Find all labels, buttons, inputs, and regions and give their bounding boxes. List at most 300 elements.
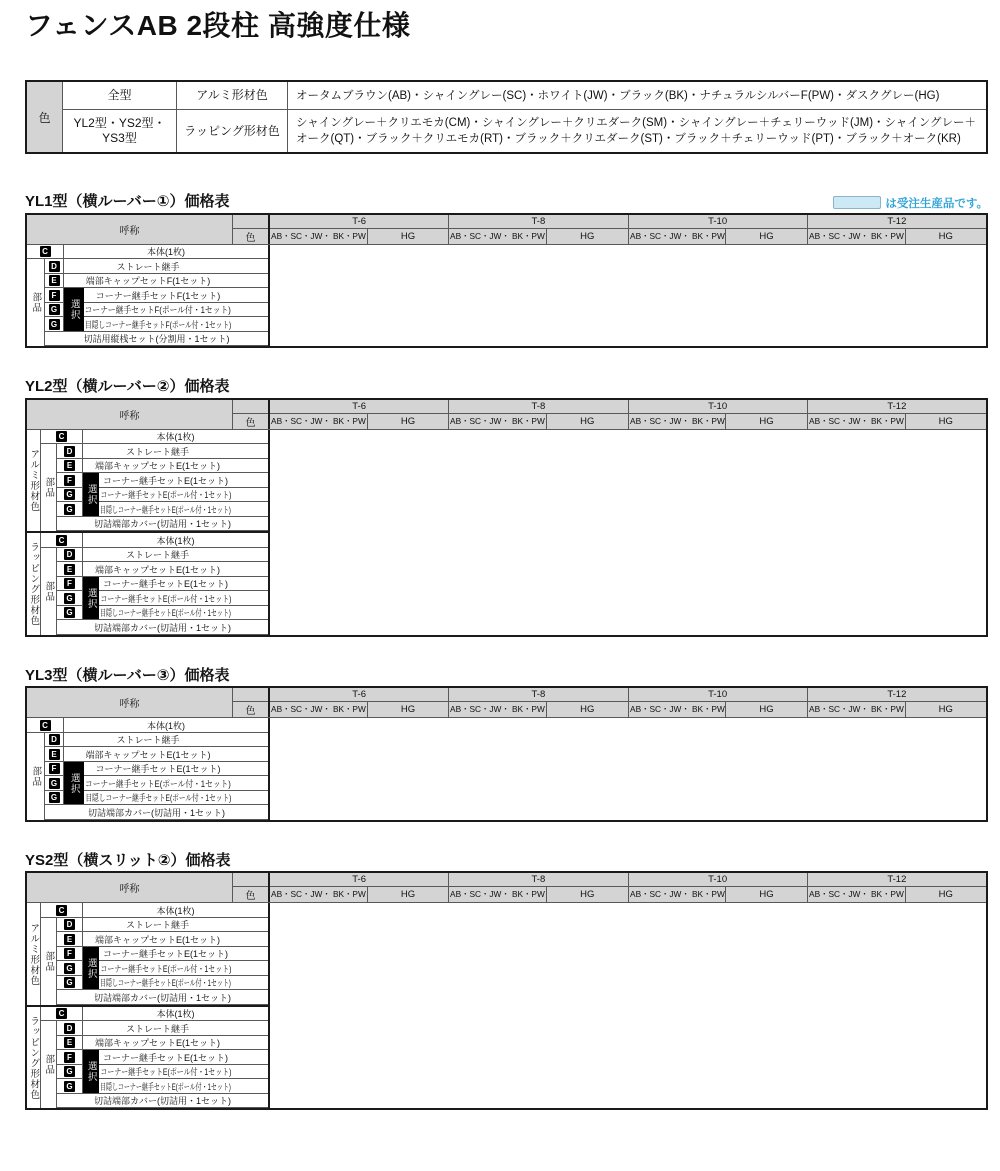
part-ref-badge: G bbox=[49, 304, 60, 315]
part-ref-cell bbox=[57, 918, 83, 933]
hg-subheader: HG bbox=[580, 230, 595, 242]
finish-colors-subheader bbox=[629, 414, 727, 429]
part-name-label: コーナー継手セットE(1セット) bbox=[102, 949, 228, 960]
price-table-section-yl2 bbox=[25, 379, 988, 637]
part-ref-badge: D bbox=[64, 549, 75, 560]
part-name-label: コーナー継手セットE(1セット) bbox=[102, 579, 228, 590]
part-name-label: 切詰端部カバー(切詰用・1セット) bbox=[87, 807, 225, 818]
size-sections bbox=[270, 400, 986, 429]
size-label: T-12 bbox=[808, 688, 986, 702]
size-label: T-8 bbox=[449, 400, 627, 414]
price-table-section-ys2 bbox=[25, 853, 988, 1111]
part-ref-cell bbox=[57, 606, 83, 621]
part-name-label: コーナー継手セットF(ポール付・1セット) bbox=[84, 305, 232, 316]
color-column-label: 色 bbox=[245, 232, 256, 244]
part-name-label: 端部キャップセットE(1セット) bbox=[85, 749, 211, 760]
row-labels-block bbox=[27, 718, 270, 820]
part-name-label: 端部キャップセットE(1セット) bbox=[95, 934, 220, 945]
select-label: 選択 bbox=[83, 577, 99, 621]
finish-colors-subheader bbox=[270, 887, 368, 902]
part-name-cell bbox=[83, 1007, 268, 1022]
color-spec-table bbox=[25, 80, 988, 154]
color-column-label: 色 bbox=[245, 706, 256, 718]
part-name-label: 端部キャップセットF(1セット) bbox=[85, 276, 211, 287]
part-name-label: 本体(1枚) bbox=[156, 432, 195, 443]
part-name-cell bbox=[57, 517, 268, 532]
finish-colors-subheader bbox=[270, 229, 368, 244]
part-name-label: AB・SC・JW・ BK・PW bbox=[271, 415, 366, 426]
color-column-header bbox=[233, 215, 270, 244]
finish-colors-subheader bbox=[629, 229, 727, 244]
section-title: YL3型（横ルーバー③）価格表 bbox=[25, 666, 230, 684]
part-ref-badge: E bbox=[49, 275, 60, 286]
finish-colors-subheader bbox=[270, 414, 368, 429]
part-name-label: 本体(1枚) bbox=[147, 720, 185, 731]
hg-subheader: HG bbox=[400, 889, 416, 901]
part-name-cell bbox=[45, 805, 268, 820]
part-ref-cell bbox=[57, 562, 83, 577]
hg-subheader: HG bbox=[938, 230, 953, 242]
parts-label: 部品 bbox=[41, 444, 57, 531]
part-ref-cell bbox=[41, 430, 83, 445]
parts-label: 部品 bbox=[41, 918, 57, 1005]
hg-subheader: HG bbox=[759, 704, 774, 716]
parts-group bbox=[27, 718, 268, 820]
size-section-t-10 bbox=[629, 215, 808, 244]
color-column-spacer bbox=[233, 215, 268, 229]
size-section-t-8 bbox=[449, 688, 628, 717]
parts-label: 部品 bbox=[27, 733, 45, 820]
row-labels-block bbox=[27, 430, 270, 635]
part-name-cell bbox=[45, 332, 268, 347]
part-ref-cell bbox=[45, 274, 64, 289]
name-column-header: 呼称 bbox=[27, 215, 233, 244]
size-label: T-8 bbox=[449, 873, 627, 887]
price-area bbox=[270, 903, 986, 1108]
size-section-t-12 bbox=[808, 400, 986, 429]
parts-group bbox=[27, 531, 268, 635]
part-name-label: 端部キャップセットE(1セット) bbox=[95, 564, 220, 575]
part-ref-cell bbox=[57, 459, 83, 474]
finish-colors-subheader bbox=[270, 702, 368, 717]
hg-subheader: HG bbox=[580, 704, 595, 716]
model-scope-cell: 全型 bbox=[63, 82, 177, 109]
part-name-label: AB・SC・JW・ BK・PW bbox=[629, 415, 725, 426]
parts-label: 部品 bbox=[27, 259, 45, 346]
part-name-cell bbox=[84, 762, 268, 777]
price-table-header bbox=[27, 688, 986, 718]
size-label: T-6 bbox=[270, 688, 448, 702]
part-name-label: AB・SC・JW・ BK・PW bbox=[808, 415, 904, 426]
part-ref-cell bbox=[57, 591, 83, 606]
finish-colors-subheader bbox=[449, 229, 547, 244]
color-table-header: 色 bbox=[27, 82, 63, 152]
part-ref-badge: G bbox=[49, 319, 60, 330]
part-name-label: AB・SC・JW・ BK・PW bbox=[629, 889, 725, 899]
price-table-body bbox=[27, 718, 986, 820]
hg-subheader: HG bbox=[400, 415, 416, 427]
part-name-label: ストレート継手 bbox=[125, 446, 189, 457]
hg-subheader: HG bbox=[938, 415, 953, 427]
part-name-label: 目隠しコーナー継手セットE(ポール付・1セット) bbox=[100, 978, 231, 989]
part-name-label: コーナー継手セットE(1セット) bbox=[102, 1052, 228, 1063]
part-ref-cell bbox=[27, 718, 64, 733]
part-ref-badge: C bbox=[40, 246, 51, 257]
part-name-cell bbox=[83, 1036, 268, 1051]
finish-colors-subheader bbox=[808, 414, 906, 429]
finish-colors-subheader bbox=[629, 702, 727, 717]
finish-colors-subheader bbox=[629, 887, 727, 902]
size-label: T-6 bbox=[270, 215, 448, 229]
part-ref-cell bbox=[45, 791, 64, 806]
select-label: 選択 bbox=[83, 1050, 99, 1094]
part-ref-badge: G bbox=[49, 792, 60, 803]
legend-text: は受注生産品です。 bbox=[885, 197, 988, 210]
size-section-t-12 bbox=[808, 688, 986, 717]
part-ref-cell bbox=[57, 947, 83, 962]
part-name-label: 目隠しコーナー継手セットE(ポール付・1セット) bbox=[100, 1081, 231, 1092]
part-ref-badge: C bbox=[56, 1008, 67, 1019]
part-ref-cell bbox=[27, 245, 64, 260]
part-name-label: AB・SC・JW・ BK・PW bbox=[808, 230, 904, 241]
part-name-label: AB・SC・JW・ BK・PW bbox=[629, 230, 725, 241]
price-table-yl3 bbox=[25, 686, 988, 822]
part-name-label: ストレート継手 bbox=[116, 735, 180, 746]
order-made-swatch bbox=[833, 196, 881, 209]
color-table-row-wrapping bbox=[63, 110, 986, 152]
part-ref-cell bbox=[57, 548, 83, 563]
parts-group bbox=[27, 903, 268, 1005]
part-ref-cell bbox=[57, 1021, 83, 1036]
part-ref-cell bbox=[45, 747, 64, 762]
size-section-t-6 bbox=[270, 215, 449, 244]
part-name-cell bbox=[64, 747, 268, 762]
price-table-body bbox=[27, 430, 986, 635]
part-name-label: コーナー継手セットE(ポール付・1セット) bbox=[85, 778, 231, 789]
part-ref-badge: D bbox=[64, 446, 75, 457]
part-name-label: 目隠しコーナー継手セットF(ポール付・1セット) bbox=[84, 319, 232, 330]
size-section-t-10 bbox=[629, 400, 808, 429]
part-ref-badge: E bbox=[64, 1037, 75, 1048]
part-ref-cell bbox=[41, 1007, 83, 1022]
price-table-header bbox=[27, 400, 986, 430]
parts-group bbox=[27, 245, 268, 347]
size-section-t-10 bbox=[629, 688, 808, 717]
part-ref-cell bbox=[45, 259, 64, 274]
part-name-cell bbox=[64, 245, 268, 260]
part-name-cell bbox=[83, 918, 268, 933]
size-label: T-8 bbox=[449, 688, 627, 702]
part-ref-badge: F bbox=[64, 1052, 75, 1063]
part-ref-cell bbox=[57, 932, 83, 947]
hg-subheader: HG bbox=[580, 415, 595, 427]
color-table-row-aluminum bbox=[63, 82, 986, 110]
row-labels-block bbox=[27, 245, 270, 347]
finish-type-cell: ラッピング形材色 bbox=[177, 110, 288, 152]
part-name-label: 端部キャップセットE(1セット) bbox=[95, 1038, 220, 1049]
parts-label: 部品 bbox=[41, 548, 57, 635]
select-label: 選択 bbox=[64, 288, 84, 332]
part-name-cell bbox=[57, 990, 268, 1005]
price-tables-container bbox=[25, 194, 988, 1110]
part-name-label: 目隠しコーナー継手セットE(ポール付・1セット) bbox=[100, 608, 231, 619]
name-column-header: 呼称 bbox=[27, 873, 233, 902]
part-ref-badge: G bbox=[49, 778, 60, 789]
parts-label: 部品 bbox=[41, 1021, 57, 1108]
part-name-label: 本体(1枚) bbox=[156, 1009, 195, 1020]
part-ref-cell bbox=[57, 577, 83, 592]
size-section-t-6 bbox=[270, 400, 449, 429]
part-name-label: 切詰端部カバー(切詰用・1セット) bbox=[93, 1096, 231, 1107]
part-name-label: コーナー継手セットE(ポール付・1セット) bbox=[100, 593, 231, 604]
finish-group-label: ラッピング形材色 bbox=[27, 533, 41, 635]
part-name-cell bbox=[99, 606, 268, 621]
part-name-cell bbox=[83, 903, 268, 918]
part-name-label: ストレート継手 bbox=[125, 920, 189, 931]
part-ref-badge: C bbox=[40, 720, 51, 731]
part-name-label: AB・SC・JW・ BK・PW bbox=[450, 230, 546, 241]
part-name-label: ストレート継手 bbox=[116, 261, 180, 272]
part-ref-badge: G bbox=[64, 977, 75, 988]
color-column-label: 色 bbox=[245, 891, 256, 903]
size-section-t-8 bbox=[449, 215, 628, 244]
part-name-cell bbox=[83, 562, 268, 577]
price-table-section-yl1 bbox=[25, 194, 988, 348]
part-ref-cell bbox=[57, 961, 83, 976]
part-ref-cell bbox=[41, 533, 83, 548]
part-name-label: AB・SC・JW・ BK・PW bbox=[271, 704, 366, 714]
size-section-t-10 bbox=[629, 873, 808, 902]
parts-group bbox=[27, 430, 268, 532]
part-ref-badge: G bbox=[64, 504, 75, 515]
part-name-label: 切詰端部カバー(切詰用・1セット) bbox=[93, 519, 231, 530]
section-title: YL2型（横ルーバー②）価格表 bbox=[25, 378, 230, 396]
size-section-t-12 bbox=[808, 873, 986, 902]
size-section-t-6 bbox=[270, 688, 449, 717]
part-name-label: コーナー継手セットF(1セット) bbox=[95, 290, 221, 301]
part-name-cell bbox=[99, 1050, 268, 1065]
part-ref-cell bbox=[57, 1050, 83, 1065]
price-table-body bbox=[27, 245, 986, 347]
size-section-t-12 bbox=[808, 215, 986, 244]
finish-colors-subheader bbox=[449, 887, 547, 902]
part-name-label: 本体(1枚) bbox=[156, 905, 195, 916]
part-ref-cell bbox=[57, 502, 83, 517]
color-column-spacer bbox=[233, 873, 268, 887]
finish-group-label: ラッピング形材色 bbox=[27, 1007, 41, 1109]
part-ref-badge: D bbox=[49, 734, 60, 745]
finish-colors-subheader bbox=[449, 414, 547, 429]
part-name-cell bbox=[83, 430, 268, 445]
part-name-label: 切詰端部カバー(切詰用・1セット) bbox=[93, 622, 231, 633]
part-ref-cell bbox=[57, 1065, 83, 1080]
part-ref-badge: D bbox=[64, 1023, 75, 1034]
price-table-section-yl3 bbox=[25, 668, 988, 822]
part-name-label: AB・SC・JW・ BK・PW bbox=[808, 889, 904, 899]
part-ref-badge: E bbox=[64, 460, 75, 471]
color-list-cell: シャイングレー＋クリエモカ(CM)・シャイングレー＋クリエダーク(SM)・シャイングレー＋チェリーウッド(JM)・シャイングレー＋オーク(QT)・ブラック＋クリエモカ(RT)・ブラック＋クリエダーク(ST)・ブラック＋チェリーウッド(PT)・ブラック＋オーク(KR) bbox=[296, 117, 977, 146]
size-label: T-10 bbox=[629, 400, 807, 414]
part-name-cell bbox=[99, 947, 268, 962]
part-name-cell bbox=[84, 317, 268, 332]
part-ref-badge: E bbox=[49, 749, 60, 760]
hg-subheader: HG bbox=[580, 889, 595, 901]
part-name-cell bbox=[64, 718, 268, 733]
part-name-cell bbox=[99, 1065, 268, 1080]
part-name-cell bbox=[99, 488, 268, 503]
price-table-header bbox=[27, 215, 986, 245]
finish-colors-subheader bbox=[449, 702, 547, 717]
part-ref-badge: F bbox=[49, 290, 60, 301]
part-ref-badge: F bbox=[64, 475, 75, 486]
part-name-label: 切詰用縦桟セット(分割用・1セット) bbox=[83, 334, 230, 345]
part-ref-cell bbox=[45, 317, 64, 332]
part-ref-cell bbox=[41, 903, 83, 918]
part-ref-cell bbox=[45, 733, 64, 748]
part-name-cell bbox=[83, 459, 268, 474]
part-ref-cell bbox=[45, 288, 64, 303]
part-ref-cell bbox=[57, 1036, 83, 1051]
name-column-header: 呼称 bbox=[27, 688, 233, 717]
part-name-cell bbox=[83, 1021, 268, 1036]
part-ref-badge: D bbox=[49, 261, 60, 272]
part-name-label: コーナー継手セットE(ポール付・1セット) bbox=[100, 490, 231, 501]
part-name-cell bbox=[84, 791, 268, 806]
size-section-t-8 bbox=[449, 873, 628, 902]
color-list-cell: オータムブラウン(AB)・シャイングレー(SC)・ホワイト(JW)・ブラック(BK)・ナチュラルシルバーF(PW)・ダスクグレー(HG) bbox=[296, 89, 940, 102]
part-name-cell bbox=[64, 259, 268, 274]
part-name-label: ストレート継手 bbox=[125, 550, 189, 561]
part-ref-cell bbox=[57, 444, 83, 459]
select-label: 選択 bbox=[83, 947, 99, 991]
part-ref-badge: G bbox=[64, 489, 75, 500]
part-name-cell bbox=[57, 620, 268, 635]
part-ref-badge: C bbox=[56, 905, 67, 916]
part-ref-badge: F bbox=[64, 948, 75, 959]
select-label: 選択 bbox=[64, 762, 84, 806]
part-ref-badge: C bbox=[56, 535, 67, 546]
part-ref-badge: E bbox=[64, 564, 75, 575]
part-name-label: AB・SC・JW・ BK・PW bbox=[808, 704, 904, 714]
row-labels-block bbox=[27, 903, 270, 1108]
part-ref-badge: G bbox=[64, 963, 75, 974]
part-ref-badge: D bbox=[64, 919, 75, 930]
hg-subheader: HG bbox=[400, 230, 416, 242]
part-name-cell bbox=[99, 961, 268, 976]
page-title: フェンスAB 2段柱 高強度仕様 bbox=[25, 10, 411, 41]
part-ref-badge: G bbox=[64, 1081, 75, 1092]
size-sections bbox=[270, 873, 986, 902]
part-name-label: コーナー継手セットE(1セット) bbox=[95, 764, 221, 775]
part-name-label: 本体(1枚) bbox=[147, 247, 185, 258]
part-name-cell bbox=[83, 932, 268, 947]
part-name-cell bbox=[84, 288, 268, 303]
price-area bbox=[270, 430, 986, 635]
part-name-cell bbox=[64, 733, 268, 748]
color-column-spacer bbox=[233, 688, 268, 702]
section-title: YS2型（横スリット②）価格表 bbox=[25, 851, 231, 869]
part-name-cell bbox=[99, 577, 268, 592]
part-ref-cell bbox=[57, 1079, 83, 1094]
finish-group-label: アルミ形材色 bbox=[27, 430, 41, 532]
color-column-header bbox=[233, 873, 270, 902]
price-table-body bbox=[27, 903, 986, 1108]
price-table-header bbox=[27, 873, 986, 903]
price-table-yl1 bbox=[25, 213, 988, 349]
part-name-label: 目隠しコーナー継手セットE(ポール付・1セット) bbox=[100, 504, 231, 515]
part-name-cell bbox=[99, 502, 268, 517]
part-name-label: AB・SC・JW・ BK・PW bbox=[450, 415, 546, 426]
hg-subheader: HG bbox=[759, 889, 774, 901]
size-label: T-10 bbox=[629, 215, 807, 229]
part-name-label: 本体(1枚) bbox=[156, 535, 195, 546]
part-ref-badge: G bbox=[64, 607, 75, 618]
hg-subheader: HG bbox=[759, 415, 774, 427]
part-name-label: 切詰端部カバー(切詰用・1セット) bbox=[93, 992, 231, 1003]
hg-subheader: HG bbox=[759, 230, 774, 242]
part-name-label: 端部キャップセットE(1セット) bbox=[95, 461, 220, 472]
finish-colors-subheader bbox=[808, 887, 906, 902]
part-ref-cell bbox=[57, 976, 83, 991]
part-name-label: コーナー継手セットE(ポール付・1セット) bbox=[100, 1067, 231, 1078]
part-ref-badge: C bbox=[56, 431, 67, 442]
size-label: T-12 bbox=[808, 215, 986, 229]
part-name-cell bbox=[84, 303, 268, 318]
size-label: T-6 bbox=[270, 400, 448, 414]
size-label: T-12 bbox=[808, 873, 986, 887]
part-name-cell bbox=[84, 776, 268, 791]
part-name-cell bbox=[83, 548, 268, 563]
part-ref-badge: F bbox=[64, 578, 75, 589]
part-name-label: AB・SC・JW・ BK・PW bbox=[271, 889, 366, 899]
order-made-legend bbox=[833, 195, 988, 211]
part-name-label: コーナー継手セットE(1セット) bbox=[102, 475, 228, 486]
part-ref-badge: E bbox=[64, 934, 75, 945]
part-ref-cell bbox=[45, 762, 64, 777]
part-name-label: AB・SC・JW・ BK・PW bbox=[629, 704, 725, 714]
part-name-label: コーナー継手セットE(ポール付・1セット) bbox=[100, 963, 231, 974]
part-ref-cell bbox=[57, 488, 83, 503]
color-column-spacer bbox=[233, 400, 268, 414]
part-name-label: ストレート継手 bbox=[125, 1023, 189, 1034]
part-name-cell bbox=[99, 976, 268, 991]
finish-colors-subheader bbox=[808, 229, 906, 244]
size-label: T-6 bbox=[270, 873, 448, 887]
size-label: T-10 bbox=[629, 688, 807, 702]
color-column-header bbox=[233, 400, 270, 429]
part-name-cell bbox=[99, 1079, 268, 1094]
size-label: T-8 bbox=[449, 215, 627, 229]
part-name-cell bbox=[99, 591, 268, 606]
size-label: T-10 bbox=[629, 873, 807, 887]
price-area bbox=[270, 718, 986, 820]
size-section-t-8 bbox=[449, 400, 628, 429]
select-label: 選択 bbox=[83, 473, 99, 517]
part-name-cell bbox=[57, 1094, 268, 1109]
part-ref-badge: G bbox=[64, 1066, 75, 1077]
part-name-label: AB・SC・JW・ BK・PW bbox=[450, 704, 546, 714]
part-name-label: AB・SC・JW・ BK・PW bbox=[271, 230, 366, 241]
part-name-label: AB・SC・JW・ BK・PW bbox=[450, 889, 546, 899]
part-name-cell bbox=[83, 444, 268, 459]
size-section-t-6 bbox=[270, 873, 449, 902]
name-column-header: 呼称 bbox=[27, 400, 233, 429]
price-area bbox=[270, 245, 986, 347]
finish-type-cell: アルミ形材色 bbox=[177, 82, 288, 109]
part-ref-cell bbox=[45, 776, 64, 791]
part-name-cell bbox=[64, 274, 268, 289]
part-name-cell bbox=[83, 533, 268, 548]
